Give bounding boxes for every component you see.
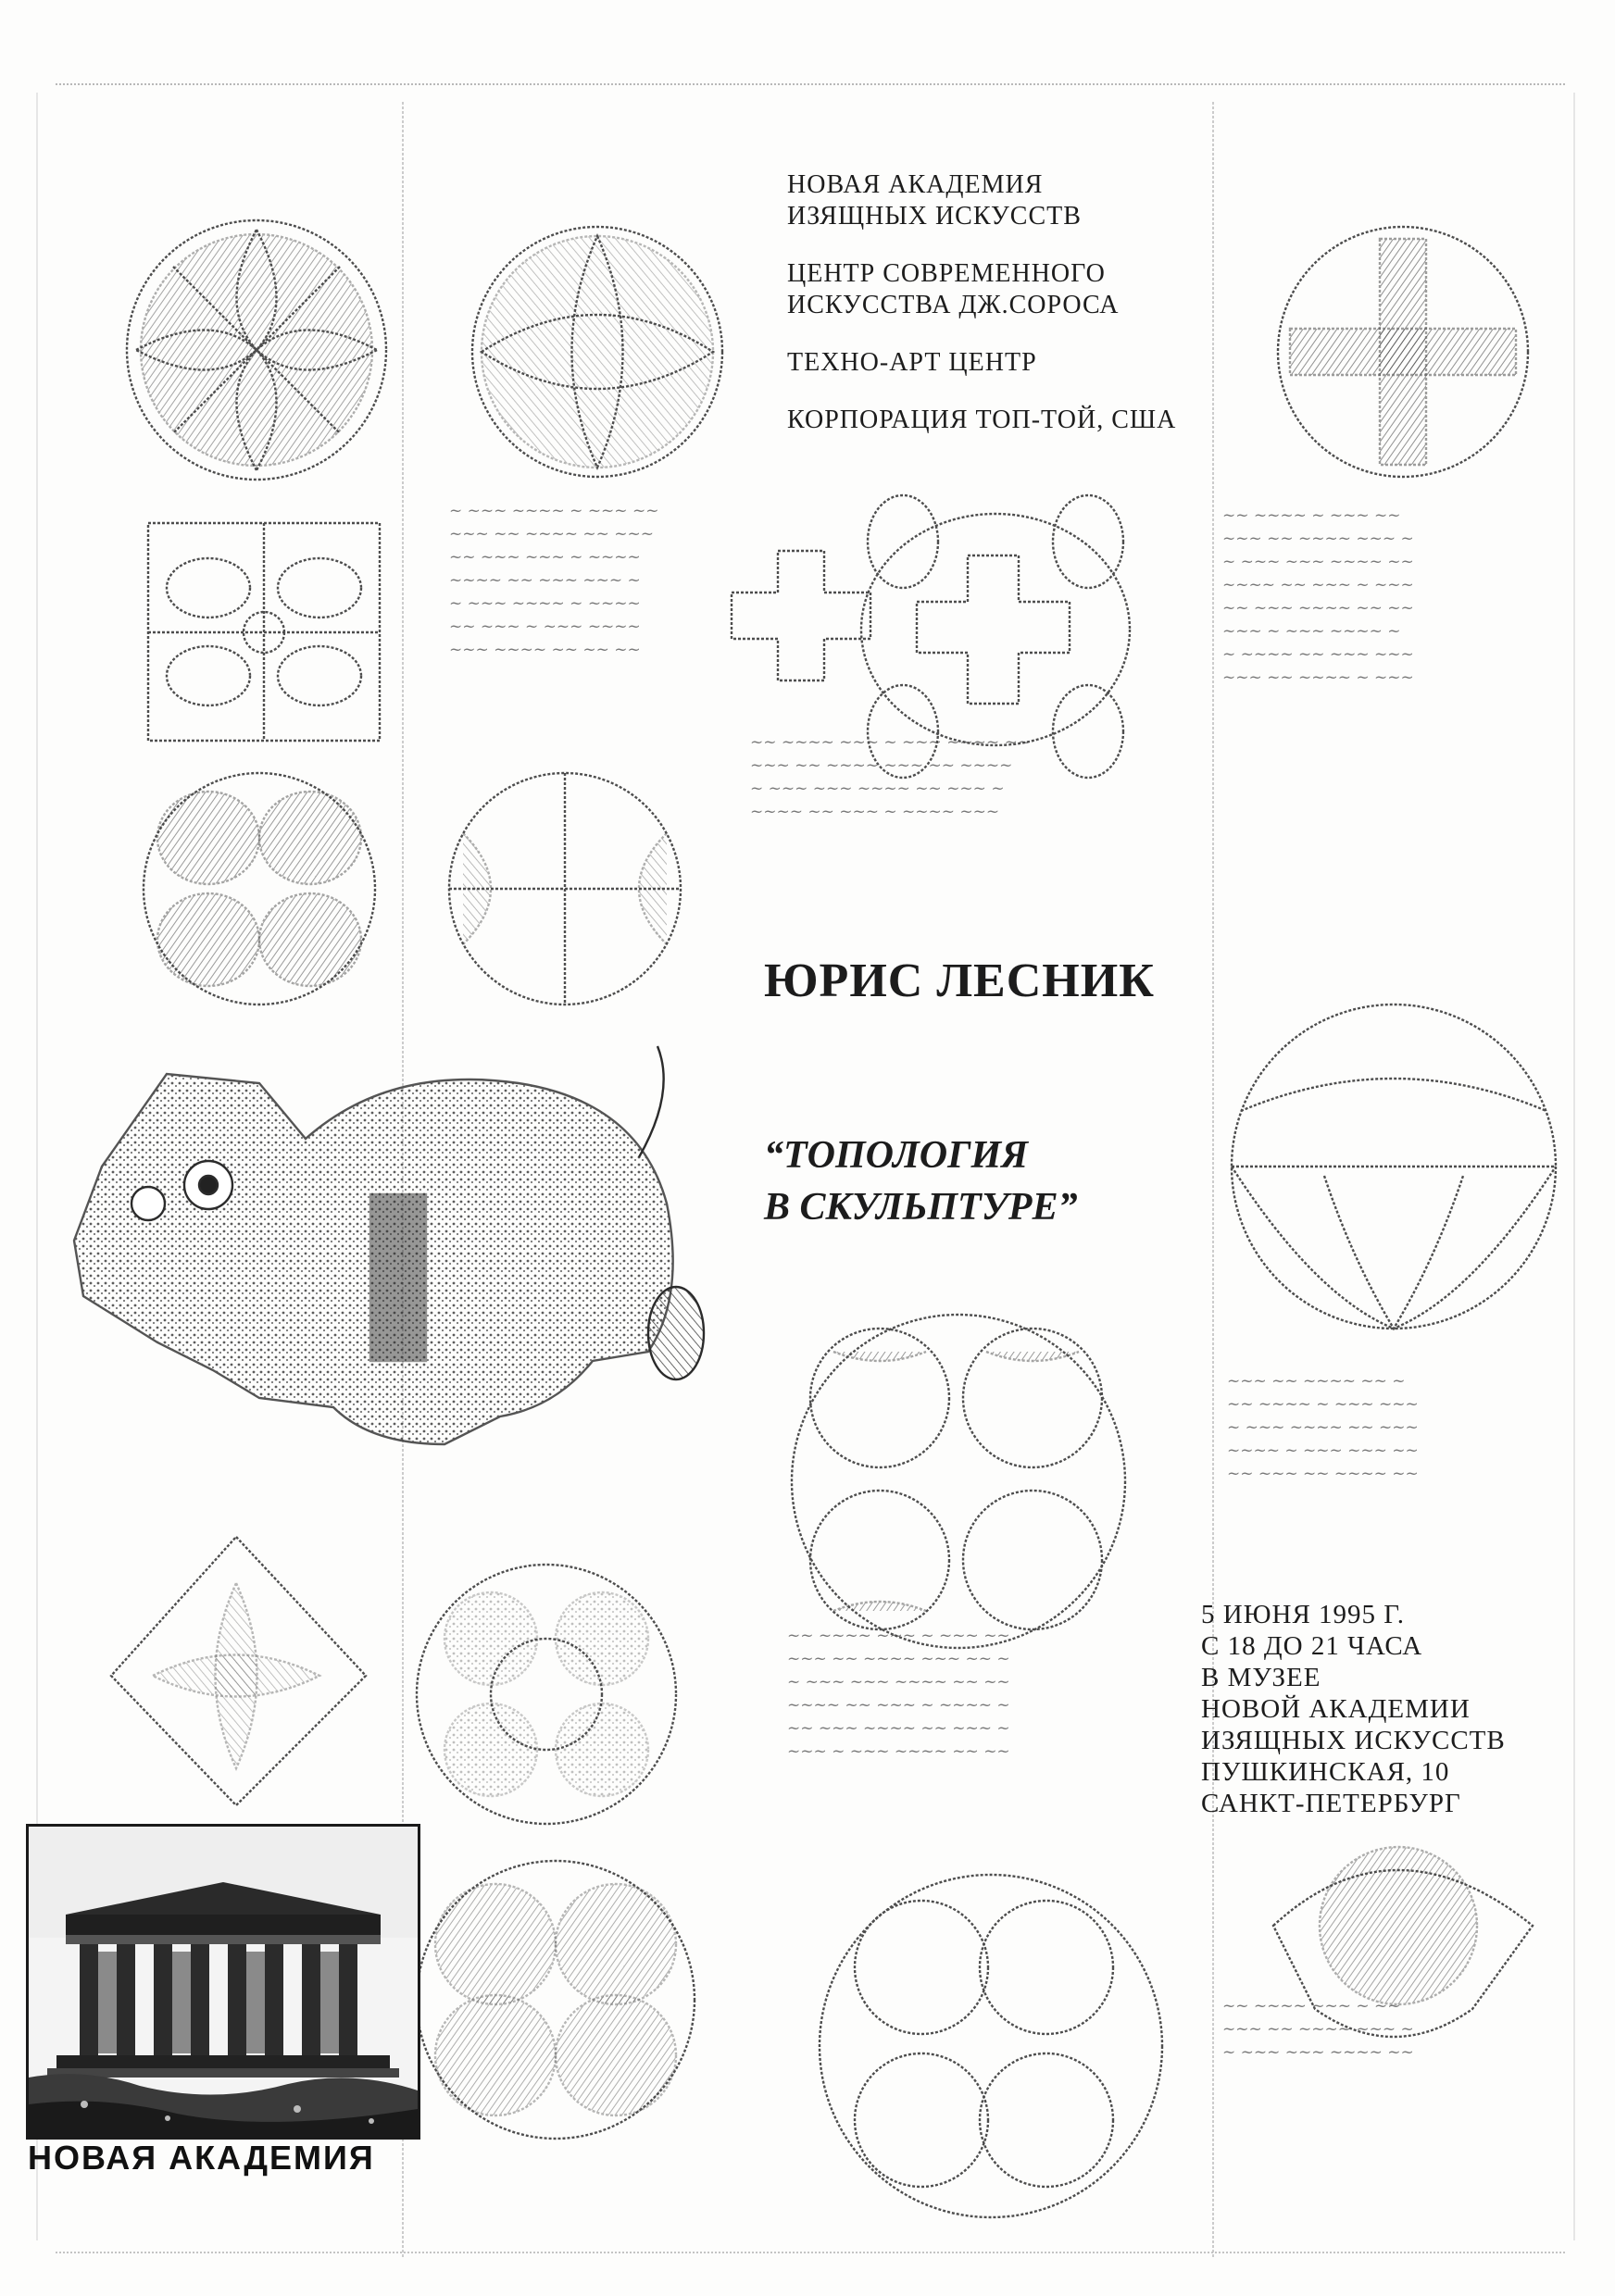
organization-name: ЦЕНТР СОВРЕМЕННОГО ИСКУССТВА ДЖ.СОРОСА: [787, 259, 1120, 319]
sketch-numbered-square: [148, 523, 380, 741]
pig-sculpture-icon: [74, 1046, 704, 1444]
notebook-scribble: ~~ ~~~~ ~ ~~~ ~~ ~~~ ~~ ~~~~ ~~~ ~ ~ ~~~ ~~~ ~~~~ ~~ ~~~~ ~~ ~~~ ~ ~~~ ~~ ~~~ ~~~~ ~~ ~~ ~~~ ~ ~~~ ~~~~ ~ ~ ~~~~ ~~ ~~~ ~~~ ~~~ ~~ ~~~~ ~ ~~~: [1222, 506, 1414, 687]
sketch-rosette-2: [472, 227, 722, 477]
sketch-circle-packing: [820, 1875, 1162, 2217]
exhibition-title: “ТОПОЛОГИЯ В СКУЛЬПТУРЕ”: [764, 1134, 1078, 1229]
sketch-four-lobes-2: [449, 773, 681, 1004]
sketch-diamond: [111, 1537, 366, 1805]
notebook-scribble: ~~ ~~~~ ~~~ ~ ~~~ ~~~~ ~~ ~~~ ~~ ~~~~ ~~~ ~~ ~~~~ ~ ~~~ ~~~ ~~~~ ~~ ~~~ ~ ~~~~ ~~ ~~~ ~ ~~~~ ~~~: [750, 733, 1032, 821]
sketch-four-lobes-1: [144, 773, 375, 1004]
event-details: 5 ИЮНЯ 1995 Г. С 18 ДО 21 ЧАСА В МУЗЕЕ НОВОЙ АКАДЕМИИ ИЗЯЩНЫХ ИСКУССТВ ПУШКИНСКАЯ, 10 САНКТ-ПЕТЕРБУРГ: [1201, 1600, 1506, 1818]
sketch-rosette-1: [127, 220, 386, 480]
sketch-sphere: [1232, 1004, 1556, 1329]
sketch-lens-circle: [417, 1861, 695, 2139]
sketch-cross-circle: [1278, 227, 1528, 477]
classical-temple-icon: [29, 1827, 418, 2137]
sketch-four-circles: [792, 1315, 1125, 1648]
sketch-petal-circle: [417, 1565, 676, 1824]
organization-name: НОВАЯ АКАДЕМИЯ ИЗЯЩНЫХ ИСКУССТВ: [787, 170, 1082, 231]
organizations-list: [787, 169, 1269, 462]
logo-frame: [26, 1824, 420, 2140]
notebook-scribble: ~ ~~~ ~~~~ ~ ~~~ ~~ ~~~ ~~ ~~~~ ~~ ~~~ ~~ ~~~ ~~~ ~ ~~~~ ~~~~ ~~ ~~~ ~~~ ~ ~ ~~~ ~~~~ ~ ~~~~ ~~ ~~~ ~ ~~~ ~~~~ ~~~ ~~~~ ~~ ~~ ~~: [449, 502, 659, 659]
artist-name: ЮРИС ЛЕСНИК: [764, 955, 1155, 1007]
organization-name: КОРПОРАЦИЯ ТОП-ТОЙ, США: [787, 406, 1177, 434]
notebook-scribble: ~~ ~~~~ ~~~ ~ ~~ ~~~ ~~ ~~~~ ~~~ ~ ~ ~~~ ~~~ ~~~~ ~~: [1222, 1997, 1414, 2062]
academy-logo: [19, 1824, 421, 2194]
organization-name: ТЕХНО-АРТ ЦЕНТР: [787, 348, 1037, 377]
logo-caption: НОВАЯ АКАДЕМИЯ: [28, 2139, 375, 2177]
notebook-scribble: ~~~ ~~ ~~~~ ~~ ~ ~~ ~~~~ ~ ~~~ ~~~ ~ ~~~ ~~~~ ~~ ~~~ ~~~~ ~ ~~~ ~~~ ~~ ~~ ~~~ ~~ ~~~~ ~~: [1227, 1372, 1419, 1483]
notebook-scribble: ~~ ~~~~ ~~~ ~ ~~~ ~~ ~~~ ~~ ~~~~ ~~~ ~~ ~ ~ ~~~ ~~~ ~~~~ ~~ ~~ ~~~~ ~~ ~~~ ~ ~~~~ ~ ~~ ~~~ ~~~~ ~~ ~~~ ~ ~~~ ~ ~~~ ~~~~ ~~ ~~: [787, 1627, 1010, 1761]
